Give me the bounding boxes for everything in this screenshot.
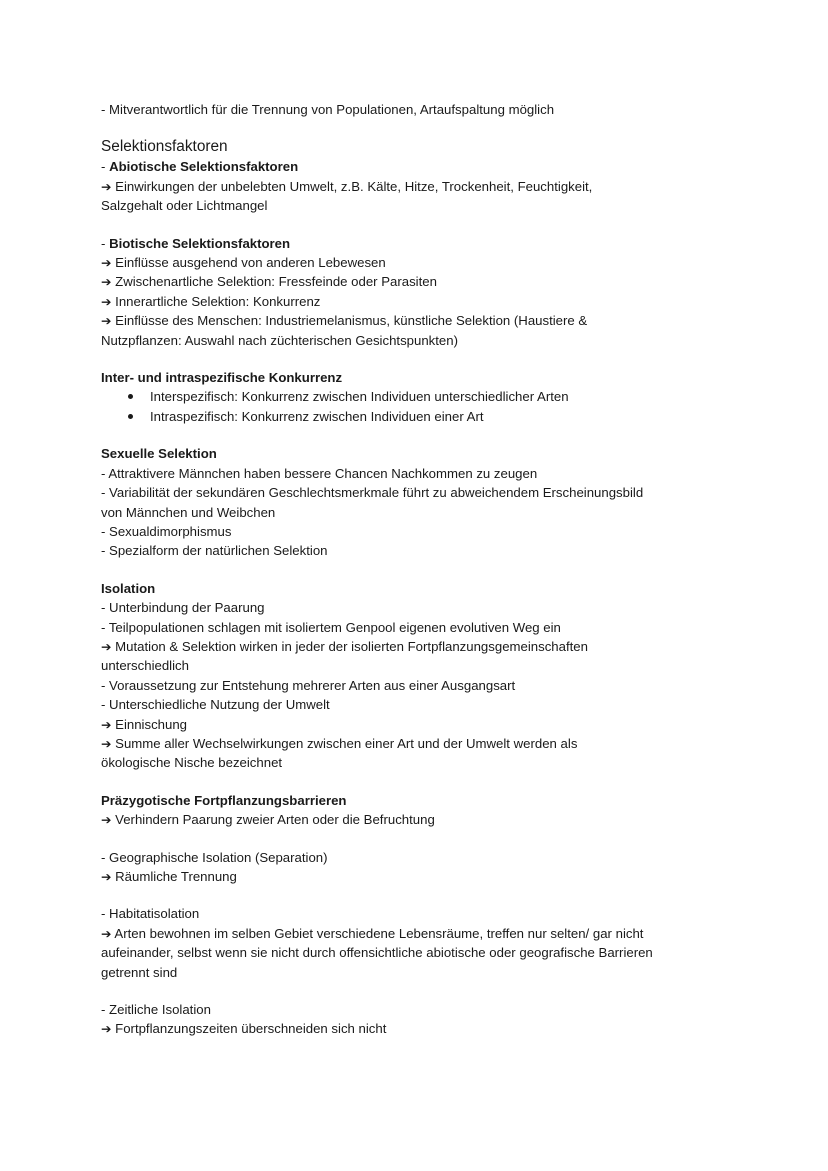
section-title-selektionsfaktoren: Selektionsfaktoren [101, 138, 228, 156]
arrow-icon: ➔ [101, 293, 112, 309]
habitat-arrow-line: ➔ Arten bewohnen im selben Gebiet verschiedene Lebensräume, treffen nur selten/ gar nicht [101, 925, 644, 941]
arrow-icon: ➔ [101, 735, 112, 751]
arrow-icon: ➔ [101, 638, 112, 654]
arrow-icon: ➔ [101, 1021, 112, 1037]
arrow-icon: ➔ [101, 869, 112, 884]
isolation-arrow-line: ➔ Einnischung [101, 716, 188, 732]
sexuelle-line: - Attraktivere Männchen haben bessere Chancen Nachkommen zu zeugen [101, 465, 538, 481]
biotic-item: ➔ Zwischenartliche Selektion: Fressfeinde oder Parasiten [101, 274, 437, 290]
isolation-line: - Voraussetzung zur Entstehung mehrerer Arten aus einer Ausgangsart [101, 677, 516, 693]
praezygotisch-arrow-line: ➔ Verhindern Paarung zweier Arten oder die Befruchtung [101, 812, 435, 828]
abiotic-heading-line: - Abiotische Selektionsfaktoren [101, 159, 299, 175]
sexuelle-line: - Variabilität der sekundären Geschlechtsmerkmale führt zu abweichendem Erscheinungsbild [101, 485, 644, 501]
habitat-cont: aufeinander, selbst wenn sie nicht durch offensichtliche abiotische oder geografische Barrieren [101, 945, 653, 961]
arrow-icon: ➔ [101, 716, 112, 732]
praezygotisch-heading: Präzygotische Fortpflanzungsbarrieren [101, 792, 347, 808]
sexuelle-line: - Sexualdimorphismus [101, 523, 232, 539]
biotic-item: ➔ Einflüsse ausgehend von anderen Lebewesen [101, 255, 386, 271]
arrow-icon: ➔ [101, 925, 112, 941]
geo-title: - Geographische Isolation (Separation) [101, 849, 328, 865]
zeit-title: - Zeitliche Isolation [101, 1002, 211, 1018]
geo-arrow-line: ➔ Räumliche Trennung [101, 869, 237, 884]
sexuelle-line: von Männchen und Weibchen [101, 504, 276, 520]
isolation-arrow-line: ➔ Mutation & Selektion wirken in jeder der isolierten Fortpflanzungsgemeinschaften [101, 638, 588, 654]
bullet-icon [128, 394, 133, 399]
biotic-item: ➔ Einflüsse des Menschen: Industriemelanismus, künstliche Selektion (Haustiere & [101, 313, 588, 329]
sexuelle-line: - Spezialform der natürlichen Selektion [101, 543, 328, 559]
konkurrenz-heading: Inter- und intraspezifische Konkurrenz [101, 370, 343, 386]
arrow-icon: ➔ [101, 178, 112, 194]
isolation-line: unterschiedlich [101, 658, 189, 674]
bullet-icon [128, 414, 133, 419]
isolation-line: - Unterbindung der Paarung [101, 600, 265, 616]
biotic-heading: Biotische Selektionsfaktoren [109, 235, 291, 251]
arrow-icon: ➔ [101, 812, 112, 828]
isolation-heading: Isolation [101, 580, 156, 596]
abiotic-text-cont: Salzgehalt oder Lichtmangel [101, 198, 268, 214]
arrow-icon: ➔ [101, 274, 112, 290]
abiotic-heading: Abiotische Selektionsfaktoren [109, 159, 299, 175]
biotic-item-cont: Nutzpflanzen: Auswahl nach züchterischen Gesichtspunkten) [101, 332, 458, 348]
intro-line: - Mitverantwortlich für die Trennung von Populationen, Artaufspaltung möglich [101, 102, 555, 117]
arrow-icon: ➔ [101, 313, 112, 329]
biotic-item: ➔ Innerartliche Selektion: Konkurrenz [101, 293, 321, 309]
habitat-title: - Habitatisolation [101, 906, 200, 922]
list-item: Interspezifisch: Konkurrenz zwischen Individuen unterschiedlicher Arten [101, 387, 741, 406]
zeit-arrow-line: ➔ Fortpflanzungszeiten überschneiden sich nicht [101, 1021, 387, 1037]
habitat-cont: getrennt sind [101, 964, 178, 980]
isolation-line: ökologische Nische bezeichnet [101, 755, 283, 771]
isolation-line: - Teilpopulationen schlagen mit isoliertem Genpool eigenen evolutiven Weg ein [101, 619, 561, 635]
isolation-line: - Unterschiedliche Nutzung der Umwelt [101, 697, 330, 713]
arrow-icon: ➔ [101, 255, 112, 271]
document-body [101, 100, 741, 1039]
biotic-heading-line: - Biotische Selektionsfaktoren [101, 235, 291, 251]
list-item: Intraspezifisch: Konkurrenz zwischen Individuen einer Art [101, 407, 741, 426]
sexuelle-heading: Sexuelle Selektion [101, 446, 217, 462]
abiotic-text: ➔ Einwirkungen der unbelebten Umwelt, z.B. Kälte, Hitze, Trockenheit, Feuchtigkeit, [101, 178, 593, 194]
isolation-arrow-line: ➔ Summe aller Wechselwirkungen zwischen einer Art und der Umwelt werden als [101, 735, 578, 751]
konkurrenz-list [101, 387, 741, 426]
